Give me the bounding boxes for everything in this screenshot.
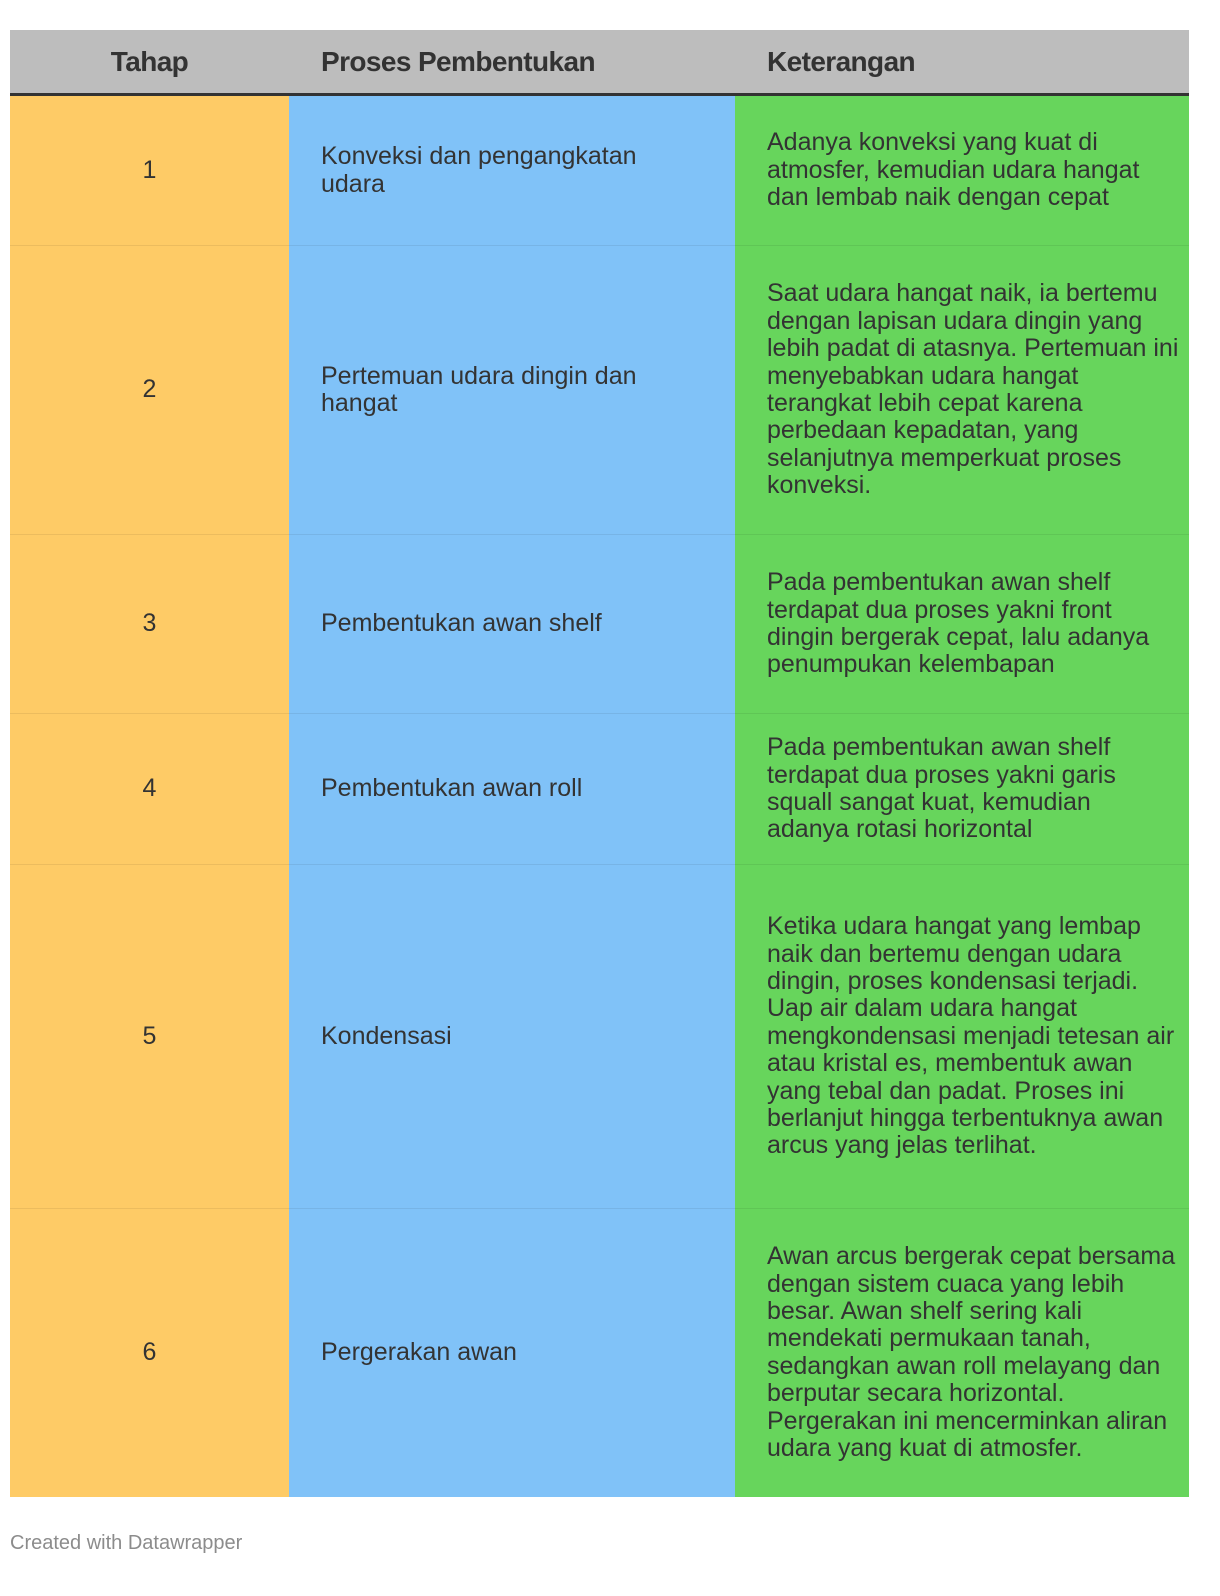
data-table — [10, 30, 1189, 1497]
cell-proses: Kondensasi — [289, 865, 735, 1209]
cell-keterangan: Pada pembentukan awan shelf terdapat dua proses yakni front dingin bergerak cepat, lalu adanya penumpukan kelembapan — [735, 535, 1189, 714]
table-row — [10, 865, 1189, 1209]
cell-tahap: 5 — [10, 865, 289, 1209]
table-body — [10, 95, 1189, 1497]
cell-keterangan: Awan arcus bergerak cepat bersama dengan sistem cuaca yang lebih besar. Awan shelf sering kali mendekati permukaan tanah, sedangkan awan roll melayang dan berputar secara horizontal. Pergerakan ini mencerminkan aliran udara yang kuat di atmosfer. — [735, 1209, 1189, 1497]
cell-keterangan: Saat udara hangat naik, ia bertemu dengan lapisan udara dingin yang lebih padat di atasnya. Pertemuan ini menyebabkan udara hangat terangkat lebih cepat karena perbedaan kepadatan, yang selanjutnya memperkuat proses konveksi. — [735, 246, 1189, 535]
cell-proses: Pergerakan awan — [289, 1209, 735, 1497]
header-tahap[interactable]: Tahap — [10, 30, 289, 95]
cell-proses: Konveksi dan pengangkatan udara — [289, 95, 735, 246]
header-proses[interactable]: Proses Pembentukan — [289, 30, 735, 95]
cell-proses: Pembentukan awan shelf — [289, 535, 735, 714]
table-row — [10, 246, 1189, 535]
cell-keterangan: Pada pembentukan awan shelf terdapat dua proses yakni garis squall sangat kuat, kemudian adanya rotasi horizontal — [735, 714, 1189, 865]
cell-tahap: 2 — [10, 246, 289, 535]
cell-tahap: 4 — [10, 714, 289, 865]
table-row — [10, 714, 1189, 865]
cell-tahap: 6 — [10, 1209, 289, 1497]
table-row — [10, 1209, 1189, 1497]
cell-keterangan: Adanya konveksi yang kuat di atmosfer, kemudian udara hangat dan lembab naik dengan cepat — [735, 95, 1189, 246]
datawrapper-credit[interactable]: Created with Datawrapper — [10, 1532, 243, 1554]
cell-proses: Pembentukan awan roll — [289, 714, 735, 865]
header-row — [10, 30, 1189, 95]
data-table-container — [10, 30, 1189, 1497]
cell-proses: Pertemuan udara dingin dan hangat — [289, 246, 735, 535]
table-row — [10, 95, 1189, 246]
cell-tahap: 3 — [10, 535, 289, 714]
header-keterangan[interactable]: Keterangan — [735, 30, 1189, 95]
cell-tahap: 1 — [10, 95, 289, 246]
cell-keterangan: Ketika udara hangat yang lembap naik dan bertemu dengan udara dingin, proses kondensasi terjadi. Uap air dalam udara hangat mengkondensasi menjadi tetesan air atau kristal es, membentuk awan yang tebal dan padat. Proses ini berlanjut hingga terbentuknya awan arcus yang jelas terlihat. — [735, 865, 1189, 1209]
table-header — [10, 30, 1189, 95]
table-row — [10, 535, 1189, 714]
